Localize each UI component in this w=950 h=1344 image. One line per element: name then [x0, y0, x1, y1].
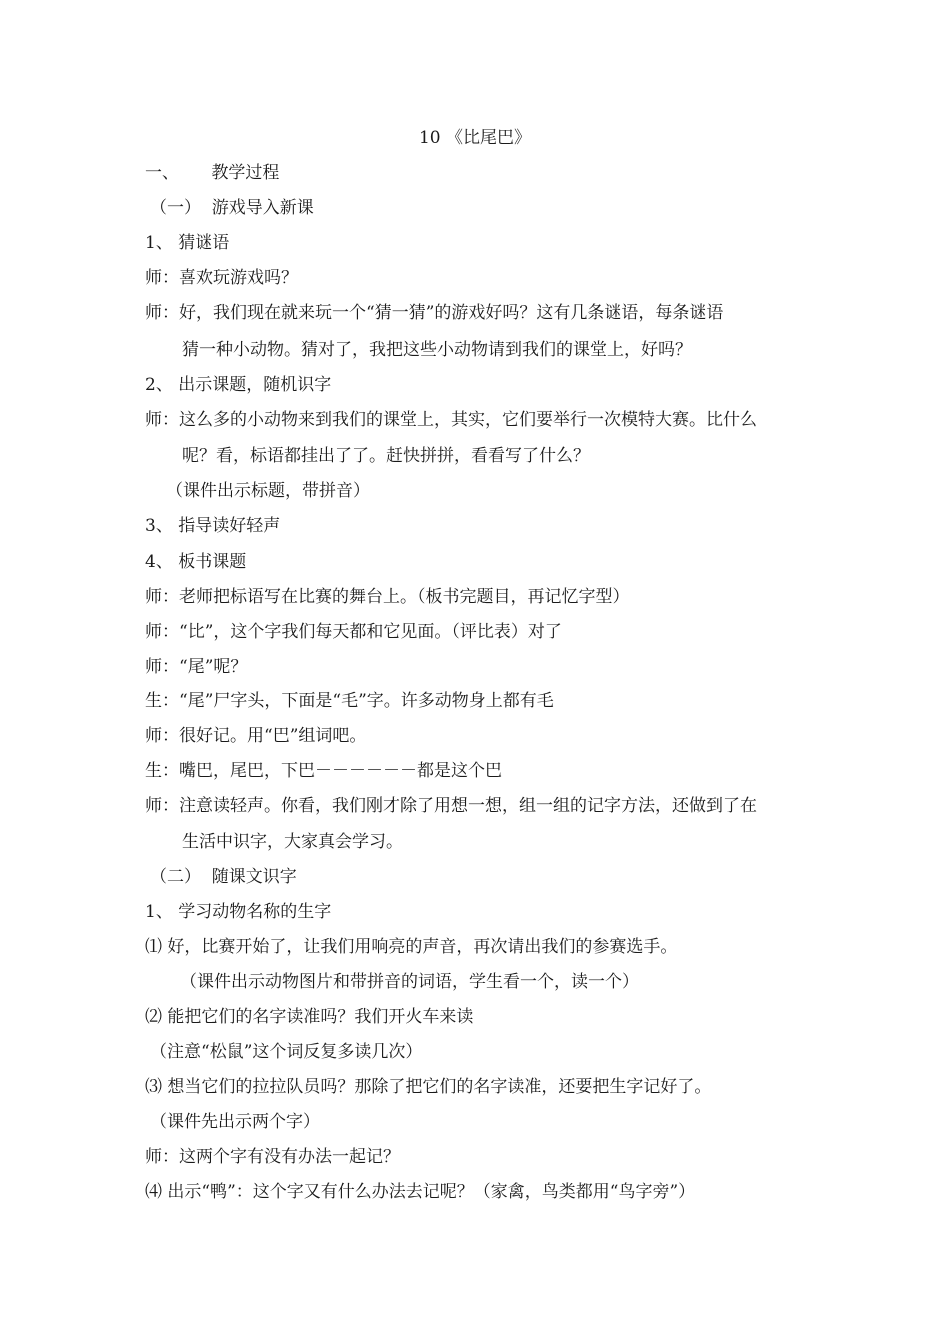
numbered-step: ⑴ 好，比赛开始了，让我们用响亮的声音，再次请出我们的参赛选手。	[145, 937, 678, 957]
step-heading: 2、 出示课题，随机识字	[145, 375, 332, 395]
step-heading: 4、 板书课题	[145, 552, 247, 572]
dialogue-continuation: 呢？看，标语都挂出了了。赶快拼拼，看看写了什么？	[182, 446, 590, 466]
step-heading: 1、 猜谜语	[145, 233, 230, 253]
dialogue-line: 师：这么多的小动物来到我们的课堂上，其实，它们要举行一次模特大赛。比什么	[145, 410, 757, 430]
numbered-step: ⑷ 出示“鸭”：这个字又有什么办法去记呢？（家禽，鸟类都用“鸟字旁”）	[145, 1182, 696, 1202]
stage-note: （课件出示标题，带拼音）	[166, 481, 370, 501]
numbered-step: ⑶ 想当它们的拉拉队员吗？那除了把它们的名字读准，还要把生字记好了。	[145, 1077, 712, 1097]
dialogue-line: 师：注意读轻声。你看，我们刚才除了用想一想，组一组的记字方法，还做到了在	[145, 796, 757, 816]
subsection-heading: （二） 随课文识字	[150, 867, 297, 887]
step-heading: 1、 学习动物名称的生字	[145, 902, 332, 922]
stage-note: （课件出示动物图片和带拼音的词语，学生看一个，读一个）	[180, 972, 639, 992]
stage-note: （课件先出示两个字）	[150, 1112, 320, 1132]
dialogue-line: 生：嘴巴，尾巴，下巴－－－－－－都是这个巴	[145, 761, 502, 781]
stage-note: （注意“松鼠”这个词反复多读几次）	[150, 1042, 423, 1062]
dialogue-line: 生：“尾”尸字头，下面是“毛”字。许多动物身上都有毛	[145, 691, 554, 711]
numbered-step: ⑵ 能把它们的名字读准吗？我们开火车来读	[145, 1007, 474, 1027]
dialogue-line: 师：这两个字有没有办法一起记？	[145, 1147, 400, 1167]
dialogue-line: 师：老师把标语写在比赛的舞台上。（板书完题目，再记忆字型）	[145, 587, 630, 607]
step-heading: 3、 指导读好轻声	[145, 516, 281, 536]
lesson-title: 10 《比尾巴》	[418, 128, 532, 148]
subsection-heading: （一） 游戏导入新课	[150, 198, 314, 218]
dialogue-line: 师：很好记。用“巴”组词吧。	[145, 726, 367, 746]
section-heading: 一、 教学过程	[145, 163, 280, 183]
dialogue-line: 师：好，我们现在就来玩一个“猜一猜”的游戏好吗？这有几条谜语，每条谜语	[145, 303, 724, 323]
dialogue-continuation: 猜一种小动物。猜对了，我把这些小动物请到我们的课堂上，好吗？	[182, 340, 692, 360]
dialogue-continuation: 生活中识字，大家真会学习。	[182, 832, 403, 852]
dialogue-line: 师：“比”，这个字我们每天都和它见面。（评比表）对了	[145, 622, 562, 642]
dialogue-line: 师：“尾”呢？	[145, 657, 248, 677]
dialogue-line: 师：喜欢玩游戏吗？	[145, 268, 298, 288]
